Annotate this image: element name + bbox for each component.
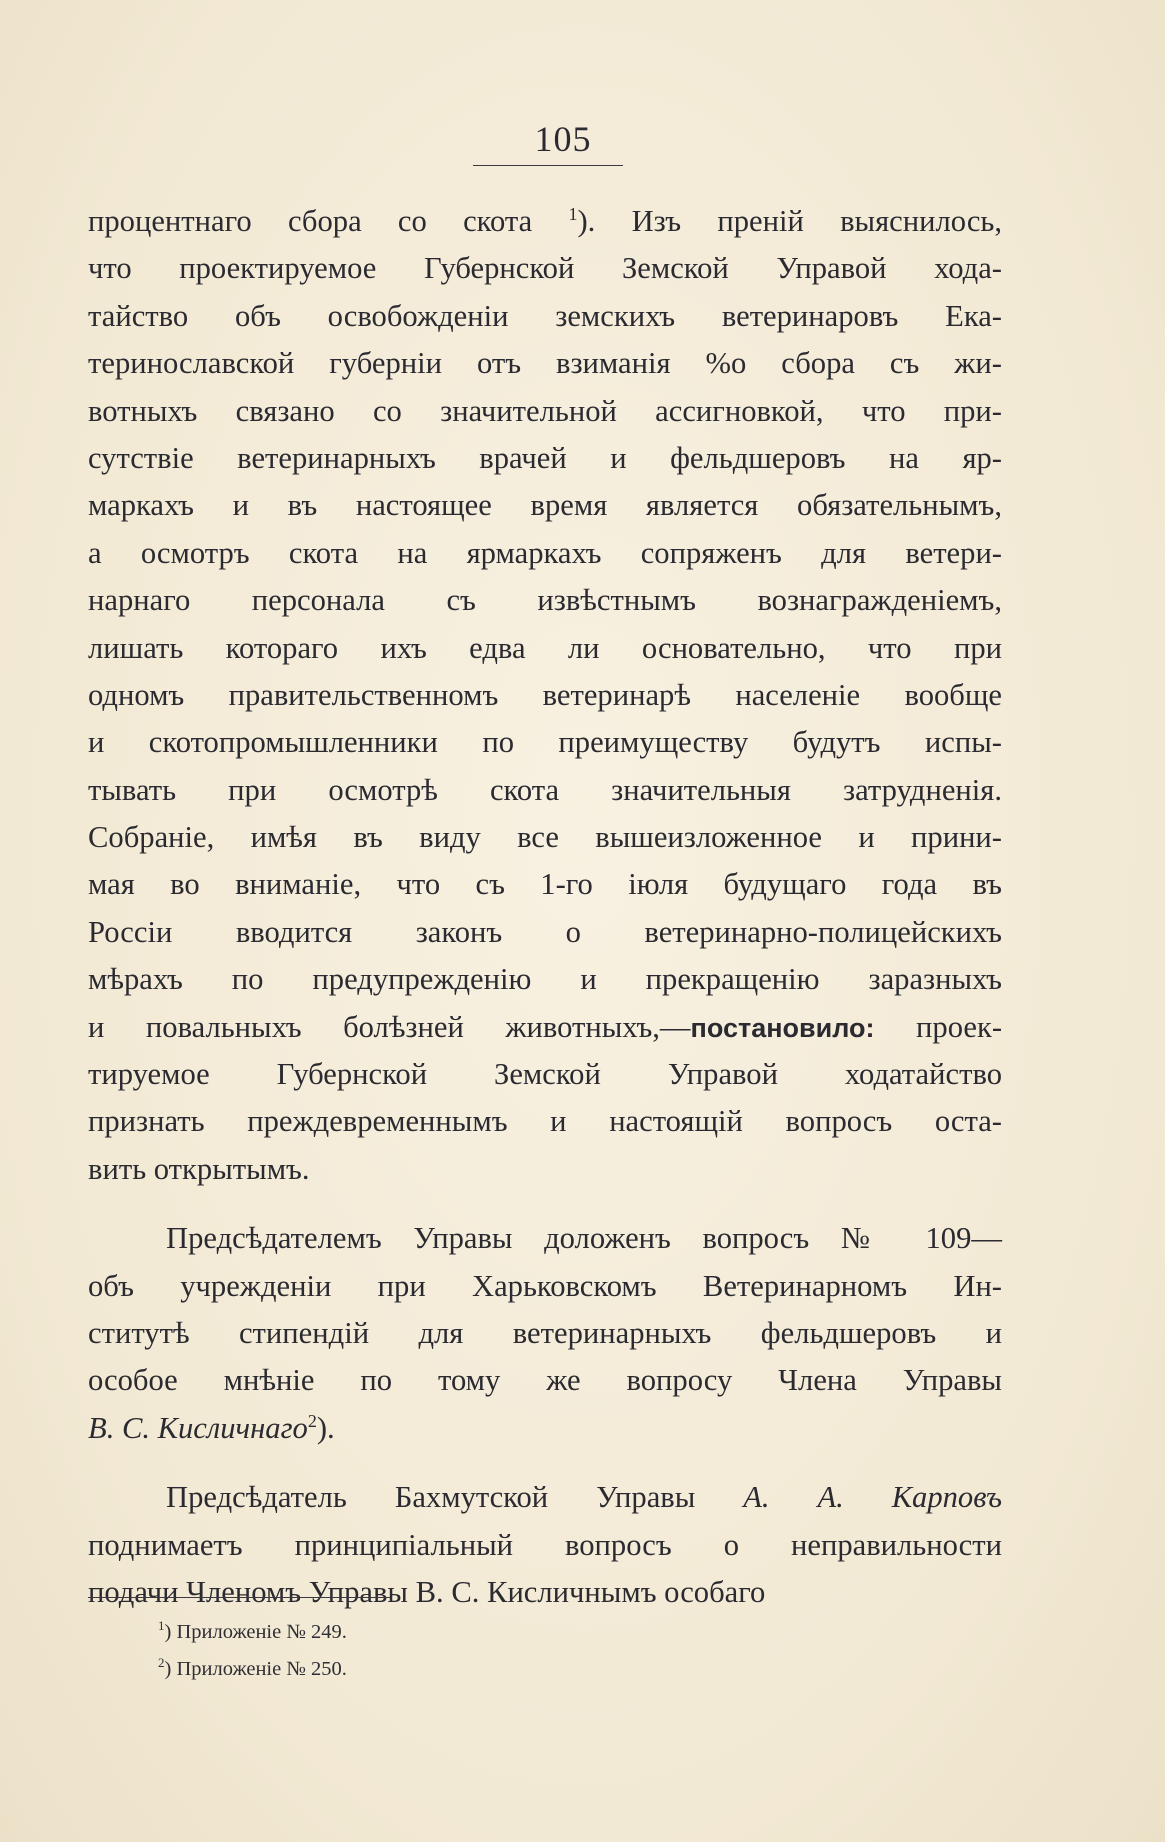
- text-line: и скотопромышленники по преимуществу будутъ испы-: [88, 725, 1002, 760]
- text-line: Предсѣдатель Бахмутской Управы А. А. Карповъ: [166, 1480, 1002, 1515]
- text-line: объ учрежденіи при Харьковскомъ Ветеринарномъ Ин-: [88, 1268, 1002, 1303]
- text-line: теринославской губерніи отъ взиманія %о сбора съ жи-: [88, 346, 1002, 381]
- text-line: поднимаетъ принципіальный вопросъ о неправильности: [88, 1527, 1002, 1562]
- footnote-rule: [88, 1597, 390, 1598]
- paragraph-gap: [88, 1452, 1002, 1474]
- footnote-reference: 1: [568, 203, 578, 224]
- footnote: [158, 1651, 347, 1688]
- text-line: тируемое Губернской Земской Управой ходатайство: [88, 1057, 1002, 1092]
- text-line: особое мнѣніе по тому же вопросу Члена Управы: [88, 1363, 1002, 1398]
- paragraph: [88, 1215, 1002, 1452]
- footnote: [158, 1614, 347, 1651]
- footnotes: [158, 1614, 347, 1688]
- footnote-mark: 2: [158, 1655, 165, 1671]
- footnote-mark: 1: [158, 1618, 165, 1634]
- page-number-rule: [473, 165, 623, 166]
- text-line: нарнаго персонала съ извѣстнымъ вознагражденіемъ,: [88, 583, 1002, 618]
- text-line: мѣрахъ по предупрежденію и прекращенію заразныхъ: [88, 962, 1002, 997]
- text-line: лишать котораго ихъ едва ли основательно, что при: [88, 630, 1002, 665]
- text-line: мая во вниманіе, что съ 1-го іюля будущаго года въ: [88, 867, 1002, 902]
- footnote-text: ) Приложеніе № 249.: [164, 1621, 347, 1643]
- text-line: тывать при осмотрѣ скота значительныя затрудненія.: [88, 772, 1002, 807]
- text-line: процентнаго сбора со скота $^1$). Изъ преній выяснилось,: [88, 203, 1002, 238]
- text-line: что проектируемое Губернской Земской Управой хода-: [88, 251, 1002, 286]
- text-line: ститутѣ стипендій для ветеринарныхъ фельдшеровъ и: [88, 1315, 1002, 1350]
- text-line: Россіи вводится законъ о ветеринарно-полицейскихъ: [88, 914, 1002, 949]
- paragraph-gap: [88, 1193, 1002, 1215]
- text-line: сутствіе ветеринарныхъ врачей и фельдшеровъ на яр-: [88, 440, 1002, 475]
- text-line: Собраніе, имѣя въ виду все вышеизложенное и прини-: [88, 820, 1002, 855]
- paragraph: [88, 198, 1002, 1193]
- text-line: подачи Членомъ Управы В. С. Кисличнымъ особаго: [88, 1574, 766, 1609]
- text-line: вить открытымъ.: [88, 1151, 310, 1186]
- text-line: Предсѣдателемъ Управы доложенъ вопросъ № 109—: [166, 1221, 1002, 1256]
- text-line: и повальныхъ болѣзней животныхъ,—постановило: проек-: [88, 1009, 1003, 1044]
- person-name: А. А. Карповъ: [743, 1480, 1002, 1515]
- text-line: признать преждевременнымъ и настоящій вопросъ оста-: [88, 1104, 1002, 1139]
- resolution-keyword: постановило:: [690, 1012, 875, 1043]
- text-line: вотныхъ связано со значительной ассигновкой, что при-: [88, 393, 1002, 428]
- page-number: 105: [534, 119, 592, 159]
- footnote-reference: 2: [307, 1410, 317, 1431]
- text-line: маркахъ и въ настоящее время является обязательнымъ,: [88, 488, 1002, 523]
- text-line: одномъ правительственномъ ветеринарѣ населеніе вообще: [88, 677, 1002, 712]
- paragraph: [88, 1474, 1002, 1616]
- body-text: [88, 198, 1002, 1616]
- text-line: а осмотръ скота на ярмаркахъ сопряженъ для ветери-: [88, 535, 1002, 570]
- text-line: тайство объ освобожденіи земскихъ ветеринаровъ Ека-: [88, 298, 1002, 333]
- text-line: В. С. Кисличнаго$^2$).: [88, 1410, 335, 1445]
- footnote-text: ) Приложеніе № 250.: [164, 1658, 347, 1680]
- person-name: В. С. Кисличнаго: [88, 1410, 308, 1445]
